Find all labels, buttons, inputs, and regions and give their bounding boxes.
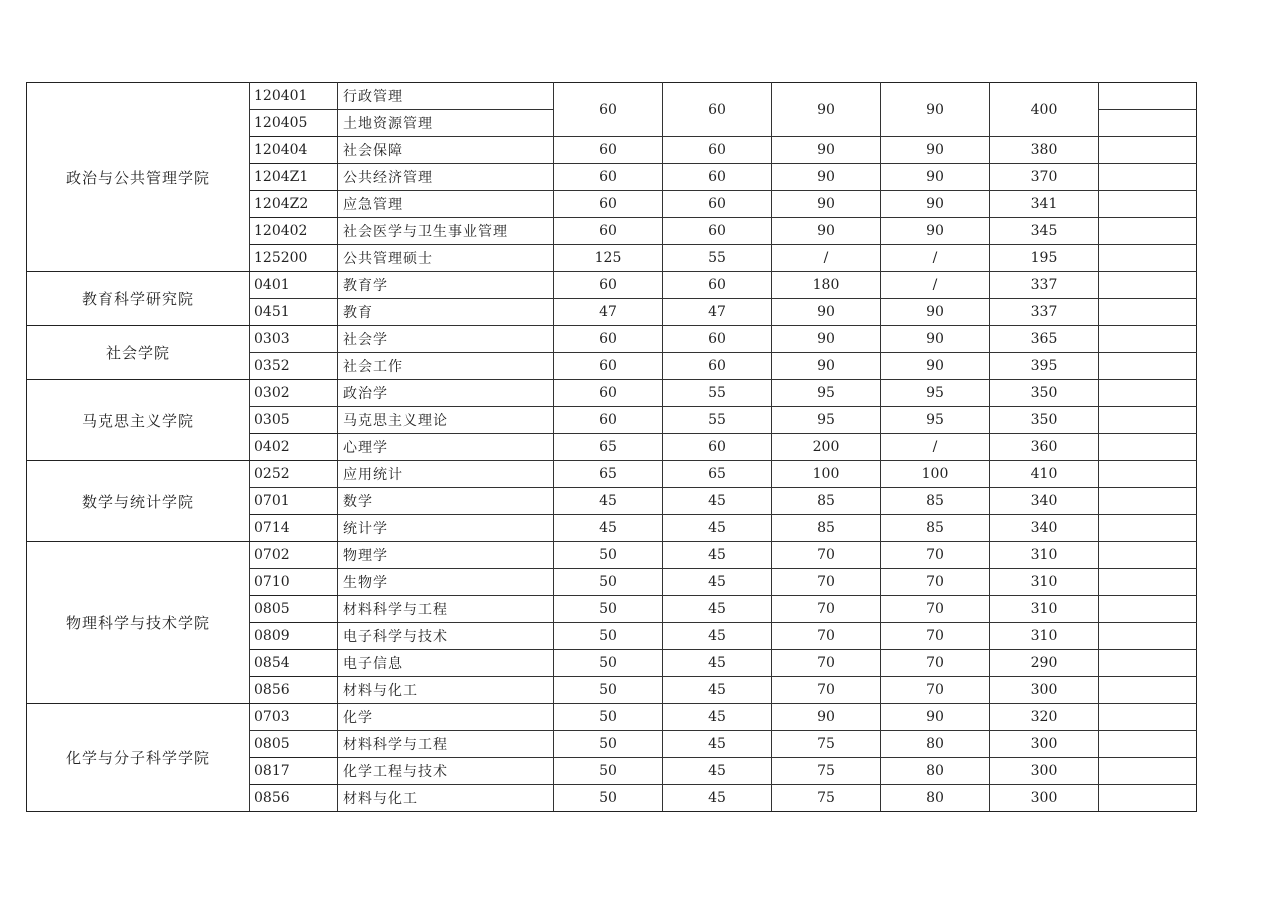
score-cell-subject1: 60 xyxy=(554,83,663,137)
score-cell-subject4: 100 xyxy=(881,461,990,488)
empty-cell xyxy=(1099,731,1197,758)
major-name-cell: 材料与化工 xyxy=(338,785,554,812)
score-cell-subject3: 90 xyxy=(772,704,881,731)
score-cell-subject4: 80 xyxy=(881,731,990,758)
total-score-cell: 300 xyxy=(990,785,1099,812)
empty-cell xyxy=(1099,137,1197,164)
major-name-cell: 材料与化工 xyxy=(338,677,554,704)
major-code-cell: 0809 xyxy=(250,623,338,650)
score-cell-subject4: 90 xyxy=(881,704,990,731)
major-name-cell: 社会保障 xyxy=(338,137,554,164)
score-cell-subject2: 65 xyxy=(663,461,772,488)
score-cell-subject3: 75 xyxy=(772,785,881,812)
empty-cell xyxy=(1099,245,1197,272)
total-score-cell: 300 xyxy=(990,758,1099,785)
table-row xyxy=(27,326,1197,353)
score-cell-subject3: 70 xyxy=(772,650,881,677)
score-cell-subject4: 70 xyxy=(881,542,990,569)
table-row xyxy=(27,380,1197,407)
score-cell-subject3: 70 xyxy=(772,596,881,623)
total-score-cell: 300 xyxy=(990,677,1099,704)
score-cell-subject4: 90 xyxy=(881,191,990,218)
table-row xyxy=(27,83,1197,110)
score-cell-subject1: 125 xyxy=(554,245,663,272)
score-cell-subject2: 60 xyxy=(663,83,772,137)
score-cell-subject3: 90 xyxy=(772,83,881,137)
score-cell-subject3: 95 xyxy=(772,380,881,407)
score-cell-subject1: 50 xyxy=(554,785,663,812)
empty-cell xyxy=(1099,596,1197,623)
score-cell-subject2: 45 xyxy=(663,677,772,704)
empty-cell xyxy=(1099,83,1197,110)
total-score-cell: 380 xyxy=(990,137,1099,164)
score-cell-subject2: 45 xyxy=(663,488,772,515)
total-score-cell: 410 xyxy=(990,461,1099,488)
score-cell-subject4: 90 xyxy=(881,326,990,353)
score-cell-subject1: 50 xyxy=(554,596,663,623)
score-cell-subject4: 90 xyxy=(881,218,990,245)
empty-cell xyxy=(1099,434,1197,461)
total-score-cell: 360 xyxy=(990,434,1099,461)
total-score-cell: 345 xyxy=(990,218,1099,245)
major-code-cell: 0352 xyxy=(250,353,338,380)
college-name-cell: 马克思主义学院 xyxy=(27,380,250,461)
table-row xyxy=(27,461,1197,488)
total-score-cell: 195 xyxy=(990,245,1099,272)
major-code-cell: 0703 xyxy=(250,704,338,731)
empty-cell xyxy=(1099,272,1197,299)
score-cell-subject4: 70 xyxy=(881,623,990,650)
score-cell-subject1: 60 xyxy=(554,407,663,434)
score-cell-subject2: 45 xyxy=(663,569,772,596)
major-name-cell: 教育学 xyxy=(338,272,554,299)
major-code-cell: 1204Z2 xyxy=(250,191,338,218)
score-cell-subject3: / xyxy=(772,245,881,272)
major-code-cell: 0402 xyxy=(250,434,338,461)
score-cell-subject2: 45 xyxy=(663,515,772,542)
score-cell-subject3: 85 xyxy=(772,488,881,515)
total-score-cell: 400 xyxy=(990,83,1099,137)
major-code-cell: 0817 xyxy=(250,758,338,785)
score-table xyxy=(26,82,1197,812)
empty-cell xyxy=(1099,218,1197,245)
empty-cell xyxy=(1099,623,1197,650)
score-cell-subject2: 47 xyxy=(663,299,772,326)
total-score-cell: 310 xyxy=(990,542,1099,569)
total-score-cell: 310 xyxy=(990,623,1099,650)
empty-cell xyxy=(1099,704,1197,731)
total-score-cell: 300 xyxy=(990,731,1099,758)
major-name-cell: 应急管理 xyxy=(338,191,554,218)
major-code-cell: 0451 xyxy=(250,299,338,326)
major-name-cell: 材料科学与工程 xyxy=(338,596,554,623)
major-code-cell: 0252 xyxy=(250,461,338,488)
empty-cell xyxy=(1099,758,1197,785)
major-name-cell: 应用统计 xyxy=(338,461,554,488)
score-cell-subject1: 50 xyxy=(554,704,663,731)
major-code-cell: 0305 xyxy=(250,407,338,434)
score-cell-subject1: 50 xyxy=(554,542,663,569)
score-cell-subject1: 50 xyxy=(554,623,663,650)
major-code-cell: 0856 xyxy=(250,677,338,704)
major-code-cell: 0805 xyxy=(250,731,338,758)
score-cell-subject2: 60 xyxy=(663,272,772,299)
score-cell-subject4: 95 xyxy=(881,407,990,434)
empty-cell xyxy=(1099,677,1197,704)
major-name-cell: 统计学 xyxy=(338,515,554,542)
major-code-cell: 120402 xyxy=(250,218,338,245)
score-cell-subject2: 45 xyxy=(663,704,772,731)
major-code-cell: 0303 xyxy=(250,326,338,353)
major-code-cell: 0701 xyxy=(250,488,338,515)
score-cell-subject1: 45 xyxy=(554,488,663,515)
major-code-cell: 1204Z1 xyxy=(250,164,338,191)
score-cell-subject4: 95 xyxy=(881,380,990,407)
score-cell-subject1: 60 xyxy=(554,326,663,353)
score-cell-subject4: 70 xyxy=(881,596,990,623)
major-code-cell: 0302 xyxy=(250,380,338,407)
major-code-cell: 120401 xyxy=(250,83,338,110)
total-score-cell: 320 xyxy=(990,704,1099,731)
score-cell-subject4: 80 xyxy=(881,758,990,785)
table-row xyxy=(27,272,1197,299)
college-name-cell: 数学与统计学院 xyxy=(27,461,250,542)
score-cell-subject3: 90 xyxy=(772,218,881,245)
total-score-cell: 310 xyxy=(990,569,1099,596)
score-cell-subject4: 80 xyxy=(881,785,990,812)
score-cell-subject4: / xyxy=(881,245,990,272)
total-score-cell: 310 xyxy=(990,596,1099,623)
empty-cell xyxy=(1099,191,1197,218)
empty-cell xyxy=(1099,488,1197,515)
score-cell-subject1: 60 xyxy=(554,137,663,164)
total-score-cell: 350 xyxy=(990,407,1099,434)
major-code-cell: 0401 xyxy=(250,272,338,299)
major-name-cell: 生物学 xyxy=(338,569,554,596)
score-cell-subject4: 90 xyxy=(881,299,990,326)
score-cell-subject1: 50 xyxy=(554,731,663,758)
empty-cell xyxy=(1099,569,1197,596)
major-name-cell: 政治学 xyxy=(338,380,554,407)
major-name-cell: 行政管理 xyxy=(338,83,554,110)
major-code-cell: 0710 xyxy=(250,569,338,596)
major-code-cell: 0805 xyxy=(250,596,338,623)
major-name-cell: 社会工作 xyxy=(338,353,554,380)
score-cell-subject1: 50 xyxy=(554,650,663,677)
total-score-cell: 370 xyxy=(990,164,1099,191)
score-cell-subject1: 60 xyxy=(554,380,663,407)
score-cell-subject1: 60 xyxy=(554,218,663,245)
major-name-cell: 心理学 xyxy=(338,434,554,461)
major-name-cell: 社会学 xyxy=(338,326,554,353)
score-cell-subject1: 60 xyxy=(554,164,663,191)
major-name-cell: 土地资源管理 xyxy=(338,110,554,137)
score-cell-subject1: 45 xyxy=(554,515,663,542)
score-cell-subject4: 90 xyxy=(881,137,990,164)
major-code-cell: 0856 xyxy=(250,785,338,812)
major-name-cell: 社会医学与卫生事业管理 xyxy=(338,218,554,245)
empty-cell xyxy=(1099,164,1197,191)
score-cell-subject3: 75 xyxy=(772,758,881,785)
empty-cell xyxy=(1099,326,1197,353)
score-cell-subject3: 70 xyxy=(772,623,881,650)
college-name-cell: 物理科学与技术学院 xyxy=(27,542,250,704)
score-cell-subject4: 70 xyxy=(881,569,990,596)
score-cell-subject1: 60 xyxy=(554,191,663,218)
empty-cell xyxy=(1099,299,1197,326)
score-cell-subject2: 45 xyxy=(663,596,772,623)
score-cell-subject3: 90 xyxy=(772,191,881,218)
total-score-cell: 365 xyxy=(990,326,1099,353)
major-name-cell: 电子信息 xyxy=(338,650,554,677)
score-cell-subject2: 60 xyxy=(663,164,772,191)
score-cell-subject4: 85 xyxy=(881,488,990,515)
college-name-cell: 政治与公共管理学院 xyxy=(27,83,250,272)
score-cell-subject3: 90 xyxy=(772,164,881,191)
score-cell-subject3: 90 xyxy=(772,353,881,380)
major-code-cell: 120405 xyxy=(250,110,338,137)
score-cell-subject1: 50 xyxy=(554,569,663,596)
score-cell-subject4: 90 xyxy=(881,164,990,191)
empty-cell xyxy=(1099,542,1197,569)
major-code-cell: 120404 xyxy=(250,137,338,164)
college-name-cell: 化学与分子科学学院 xyxy=(27,704,250,812)
major-name-cell: 电子科学与技术 xyxy=(338,623,554,650)
score-cell-subject2: 60 xyxy=(663,353,772,380)
score-cell-subject3: 85 xyxy=(772,515,881,542)
major-name-cell: 马克思主义理论 xyxy=(338,407,554,434)
empty-cell xyxy=(1099,110,1197,137)
score-cell-subject3: 90 xyxy=(772,299,881,326)
score-cell-subject2: 60 xyxy=(663,434,772,461)
score-cell-subject3: 95 xyxy=(772,407,881,434)
college-name-cell: 教育科学研究院 xyxy=(27,272,250,326)
empty-cell xyxy=(1099,515,1197,542)
score-cell-subject1: 60 xyxy=(554,272,663,299)
score-cell-subject4: 70 xyxy=(881,650,990,677)
major-name-cell: 化学 xyxy=(338,704,554,731)
empty-cell xyxy=(1099,650,1197,677)
score-cell-subject1: 65 xyxy=(554,434,663,461)
score-cell-subject3: 180 xyxy=(772,272,881,299)
score-cell-subject2: 45 xyxy=(663,731,772,758)
score-cell-subject3: 75 xyxy=(772,731,881,758)
score-cell-subject3: 90 xyxy=(772,326,881,353)
score-cell-subject4: 90 xyxy=(881,353,990,380)
score-cell-subject3: 70 xyxy=(772,542,881,569)
score-cell-subject3: 70 xyxy=(772,569,881,596)
empty-cell xyxy=(1099,353,1197,380)
score-cell-subject1: 60 xyxy=(554,353,663,380)
total-score-cell: 340 xyxy=(990,515,1099,542)
score-cell-subject2: 60 xyxy=(663,326,772,353)
score-cell-subject2: 55 xyxy=(663,245,772,272)
score-cell-subject1: 47 xyxy=(554,299,663,326)
major-name-cell: 材料科学与工程 xyxy=(338,731,554,758)
score-cell-subject2: 45 xyxy=(663,650,772,677)
score-cell-subject4: 70 xyxy=(881,677,990,704)
total-score-cell: 395 xyxy=(990,353,1099,380)
score-cell-subject2: 45 xyxy=(663,758,772,785)
major-code-cell: 0854 xyxy=(250,650,338,677)
score-cell-subject2: 45 xyxy=(663,542,772,569)
empty-cell xyxy=(1099,380,1197,407)
score-cell-subject1: 65 xyxy=(554,461,663,488)
major-name-cell: 公共经济管理 xyxy=(338,164,554,191)
score-cell-subject2: 60 xyxy=(663,218,772,245)
score-cell-subject4: 90 xyxy=(881,83,990,137)
major-code-cell: 125200 xyxy=(250,245,338,272)
score-cell-subject4: 85 xyxy=(881,515,990,542)
total-score-cell: 337 xyxy=(990,272,1099,299)
score-cell-subject3: 200 xyxy=(772,434,881,461)
score-cell-subject3: 70 xyxy=(772,677,881,704)
major-name-cell: 公共管理硕士 xyxy=(338,245,554,272)
total-score-cell: 341 xyxy=(990,191,1099,218)
major-code-cell: 0702 xyxy=(250,542,338,569)
score-cell-subject2: 45 xyxy=(663,623,772,650)
total-score-cell: 340 xyxy=(990,488,1099,515)
major-name-cell: 教育 xyxy=(338,299,554,326)
total-score-cell: 350 xyxy=(990,380,1099,407)
score-cell-subject4: / xyxy=(881,272,990,299)
score-cell-subject3: 100 xyxy=(772,461,881,488)
total-score-cell: 337 xyxy=(990,299,1099,326)
major-code-cell: 0714 xyxy=(250,515,338,542)
score-cell-subject3: 90 xyxy=(772,137,881,164)
college-name-cell: 社会学院 xyxy=(27,326,250,380)
table-body xyxy=(27,83,1197,812)
score-cell-subject2: 55 xyxy=(663,380,772,407)
score-cell-subject2: 45 xyxy=(663,785,772,812)
major-name-cell: 物理学 xyxy=(338,542,554,569)
score-cell-subject1: 50 xyxy=(554,677,663,704)
score-cell-subject4: / xyxy=(881,434,990,461)
score-cell-subject2: 55 xyxy=(663,407,772,434)
score-cell-subject2: 60 xyxy=(663,191,772,218)
empty-cell xyxy=(1099,461,1197,488)
empty-cell xyxy=(1099,785,1197,812)
score-cell-subject2: 60 xyxy=(663,137,772,164)
total-score-cell: 290 xyxy=(990,650,1099,677)
empty-cell xyxy=(1099,407,1197,434)
major-name-cell: 化学工程与技术 xyxy=(338,758,554,785)
major-name-cell: 数学 xyxy=(338,488,554,515)
table-row xyxy=(27,704,1197,731)
score-cell-subject1: 50 xyxy=(554,758,663,785)
table-row xyxy=(27,542,1197,569)
